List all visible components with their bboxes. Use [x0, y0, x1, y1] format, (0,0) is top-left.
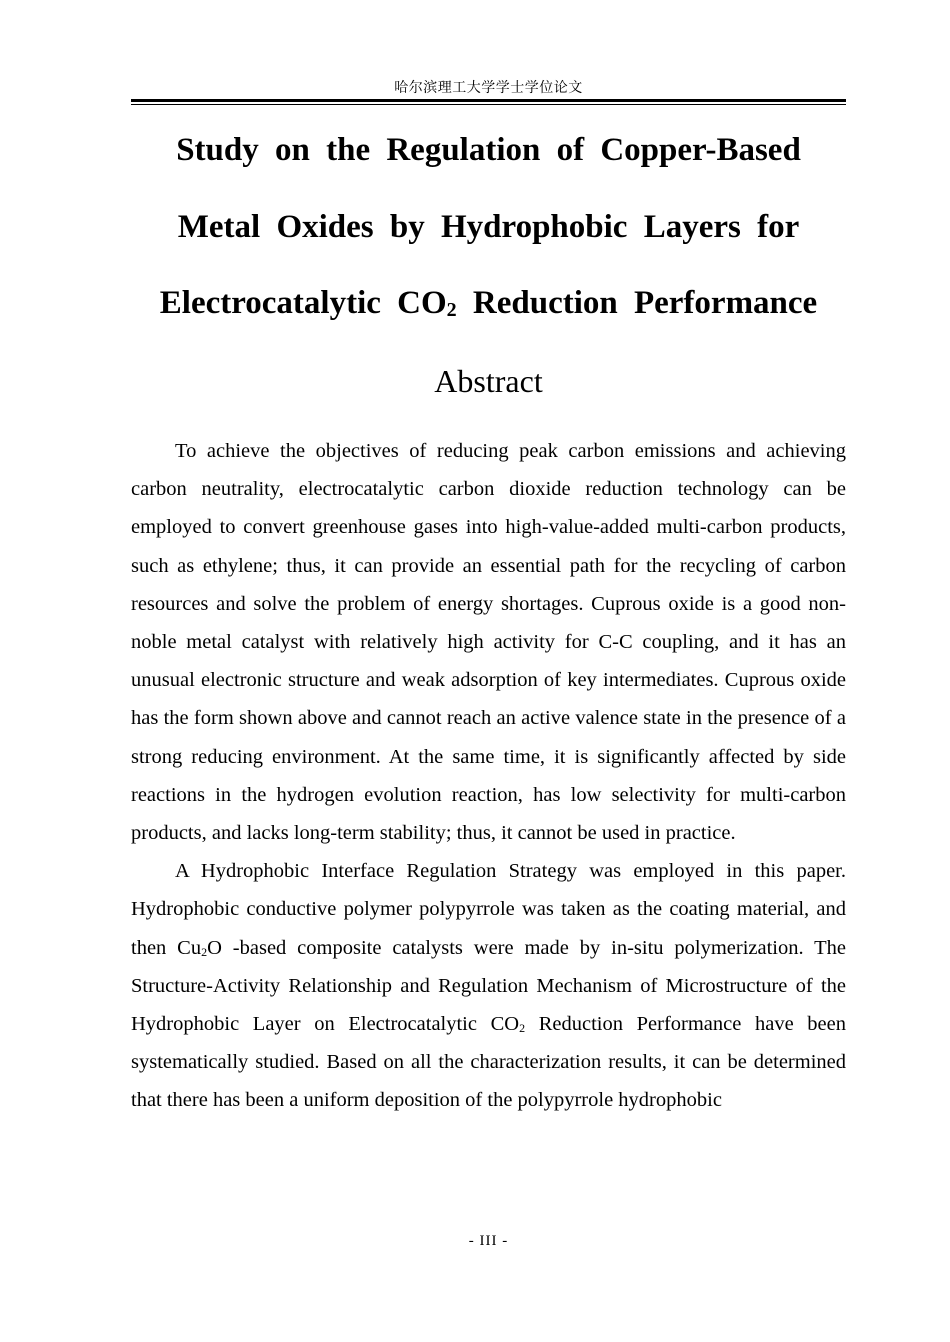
title-line-3-post: Reduction Performance — [456, 285, 818, 321]
co2-subscript: 2 — [519, 1021, 526, 1036]
abstract-paragraph-1: To achieve the objectives of reducing peak carbon emissions and achieving carbon neutrality, electrocatalytic carbon dioxide reduction technology can be employed to convert greenhouse gases into high-value-added multi-carbon products, such as ethylene; thus, it can provide an essential path for the recycling of carbon resources and solve the problem of energy shortages. Cuprous oxide is a good non-noble metal catalyst with relatively high activity for C-C coupling, and it has an unusual electronic structure and weak adsorption of key intermediates. Cuprous oxide has the form shown above and cannot reach an active valence state in the presence of a strong reducing environment. At the same time, it is significantly affected by side reactions in the hydrogen evolution reaction, has low selectivity for multi-carbon products, and lacks long-term stability; thus, it cannot be used in practice. — [131, 440, 846, 845]
paragraph-2-part-3: Reduction Performance have been systematically studied. Based on all the characterization results, it can be determined that there has been a uniform deposition of the polypyrrole hydrophobic — [131, 1013, 846, 1112]
running-header: 哈尔滨理工大学学士学位论文 — [394, 80, 583, 96]
title-line-3-pre: Electrocatalytic CO — [159, 285, 447, 321]
header-double-rule — [131, 99, 846, 105]
abstract-paragraph-2 — [131, 852, 846, 1119]
abstract-heading: Abstract — [434, 363, 543, 399]
cu2o-subscript: 2 — [201, 944, 208, 959]
thesis-title — [131, 112, 846, 342]
paragraph-2-part-1: A Hydrophobic Interface Regulation Strategy was employed in this paper. Hydrophobic conductive polymer polypyrrole was taken as the coating material, and then Cu — [131, 860, 846, 959]
title-line-2: Metal Oxides by Hydrophobic Layers for — [177, 208, 800, 245]
title-line-3 — [131, 265, 846, 342]
paragraph-2-part-2: O -based composite catalysts were made by in-situ polymerization. The Structure-Activity Relationship and Regulation Mechanism of Microstructure of the Hydrophobic Layer on Electrocatalytic CO — [131, 936, 847, 1036]
abstract-body — [131, 432, 846, 1120]
title-subscript-2: 2 — [446, 299, 457, 321]
page-number: - III - — [468, 1233, 509, 1249]
title-line-1: Study on the Regulation of Copper-Based — [176, 132, 801, 168]
